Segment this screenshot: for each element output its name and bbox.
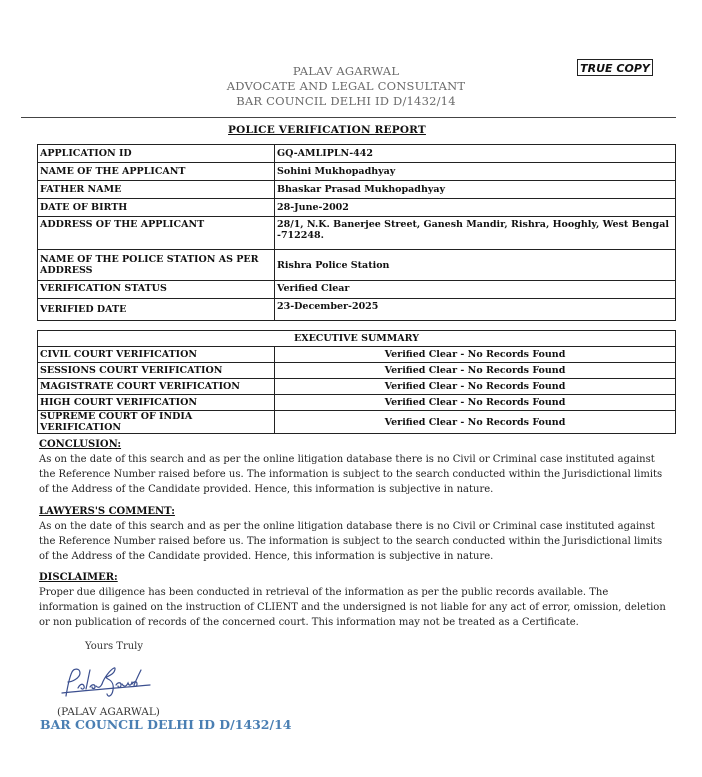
row-label: VERIFICATION STATUS xyxy=(38,281,275,299)
row-label: ADDRESS OF THE APPLICANT xyxy=(38,217,275,250)
signature-icon xyxy=(58,660,153,702)
lawyers-comment-heading: LAWYERS'S COMMENT: xyxy=(39,506,175,517)
row-value: Rishra Police Station xyxy=(275,250,676,281)
advocate-name: PALAV AGARWAL xyxy=(292,64,400,78)
executive-summary-table xyxy=(37,330,676,434)
row-value: Sohini Mukhopadhyay xyxy=(275,163,676,181)
closing-salutation: Yours Truly xyxy=(85,641,144,652)
table-row xyxy=(38,331,676,347)
table-row xyxy=(38,217,676,250)
row-value: Verified Clear - No Records Found xyxy=(275,363,676,379)
lawyers-comment-section xyxy=(39,504,669,564)
row-value: Verified Clear - No Records Found xyxy=(275,347,676,363)
row-label: CIVIL COURT VERIFICATION xyxy=(38,347,275,363)
row-label: NAME OF THE POLICE STATION AS PER ADDRESS xyxy=(38,250,275,281)
row-label: APPLICATION ID xyxy=(38,145,275,163)
table-row xyxy=(38,163,676,181)
row-value: Verified Clear - No Records Found xyxy=(275,411,676,434)
header-divider xyxy=(21,117,676,118)
footer-bar-council-id: BAR COUNCIL DELHI ID D/1432/14 xyxy=(40,717,292,732)
signature-image xyxy=(58,660,153,706)
row-label: SESSIONS COURT VERIFICATION xyxy=(38,363,275,379)
signer-name: (PALAV AGARWAL) xyxy=(57,706,160,718)
summary-title: EXECUTIVE SUMMARY xyxy=(38,331,676,347)
row-label: SUPREME COURT OF INDIA VERIFICATION xyxy=(38,411,275,434)
table-row xyxy=(38,199,676,217)
row-value: GQ-AMLIPLN-442 xyxy=(275,145,676,163)
letterhead xyxy=(0,64,702,109)
conclusion-text: As on the date of this search and as per the online litigation database there is no Civil or Criminal case instituted against the Reference Number raised before us. The information is subject to the search conducted within the Jurisdictional limits of the Address of the Candidate provided. Hence, this information is subjective in nature. xyxy=(39,454,663,495)
row-label: MAGISTRATE COURT VERIFICATION xyxy=(38,379,275,395)
advocate-designation: ADVOCATE AND LEGAL CONSULTANT xyxy=(226,79,466,93)
table-row xyxy=(38,411,676,434)
row-value: Verified Clear - No Records Found xyxy=(275,379,676,395)
disclaimer-text: Proper due diligence has been conducted in retrieval of the information as per the public records available. The information is gained on the instruction of CLIENT and the undersigned is not liable for any act of error, omission, deletion or non publication of records of the concerned court. This information may not be treated as a Certificate. xyxy=(39,587,666,628)
table-row xyxy=(38,347,676,363)
bar-council-id: BAR COUNCIL DELHI ID D/1432/14 xyxy=(236,94,456,108)
row-value: 28/1, N.K. Banerjee Street, Ganesh Mandir, Rishra, Hooghly, West Bengal -712248. xyxy=(275,217,676,250)
row-value: Verified Clear xyxy=(275,281,676,299)
table-row xyxy=(38,250,676,281)
true-copy-stamp: TRUE COPY xyxy=(577,59,653,76)
table-row xyxy=(38,281,676,299)
disclaimer-heading: DISCLAIMER: xyxy=(39,572,118,583)
table-row xyxy=(38,379,676,395)
row-value: 28-June-2002 xyxy=(275,199,676,217)
row-value: 23-December-2025 xyxy=(275,299,676,321)
lawyers-comment-text: As on the date of this search and as per the online litigation database there is no Civil or Criminal case instituted against the Reference Number raised before us. The information is subject to the search conducted within the Jurisdictional limits of the Address of the Candidate provided. Hence, this information is subjective in nature. xyxy=(39,521,663,562)
row-value: Verified Clear - No Records Found xyxy=(275,395,676,411)
report-title: POLICE VERIFICATION REPORT xyxy=(228,124,426,136)
row-label: DATE OF BIRTH xyxy=(38,199,275,217)
row-label: NAME OF THE APPLICANT xyxy=(38,163,275,181)
row-label: FATHER NAME xyxy=(38,181,275,199)
table-row xyxy=(38,363,676,379)
table-row xyxy=(38,145,676,163)
row-value: Bhaskar Prasad Mukhopadhyay xyxy=(275,181,676,199)
applicant-details-table xyxy=(37,144,676,321)
conclusion-section xyxy=(39,437,669,497)
conclusion-heading: CONCLUSION: xyxy=(39,439,122,450)
disclaimer-section xyxy=(39,570,669,630)
table-row xyxy=(38,181,676,199)
row-label: VERIFIED DATE xyxy=(38,299,275,321)
row-label: HIGH COURT VERIFICATION xyxy=(38,395,275,411)
table-row xyxy=(38,299,676,321)
table-row xyxy=(38,395,676,411)
